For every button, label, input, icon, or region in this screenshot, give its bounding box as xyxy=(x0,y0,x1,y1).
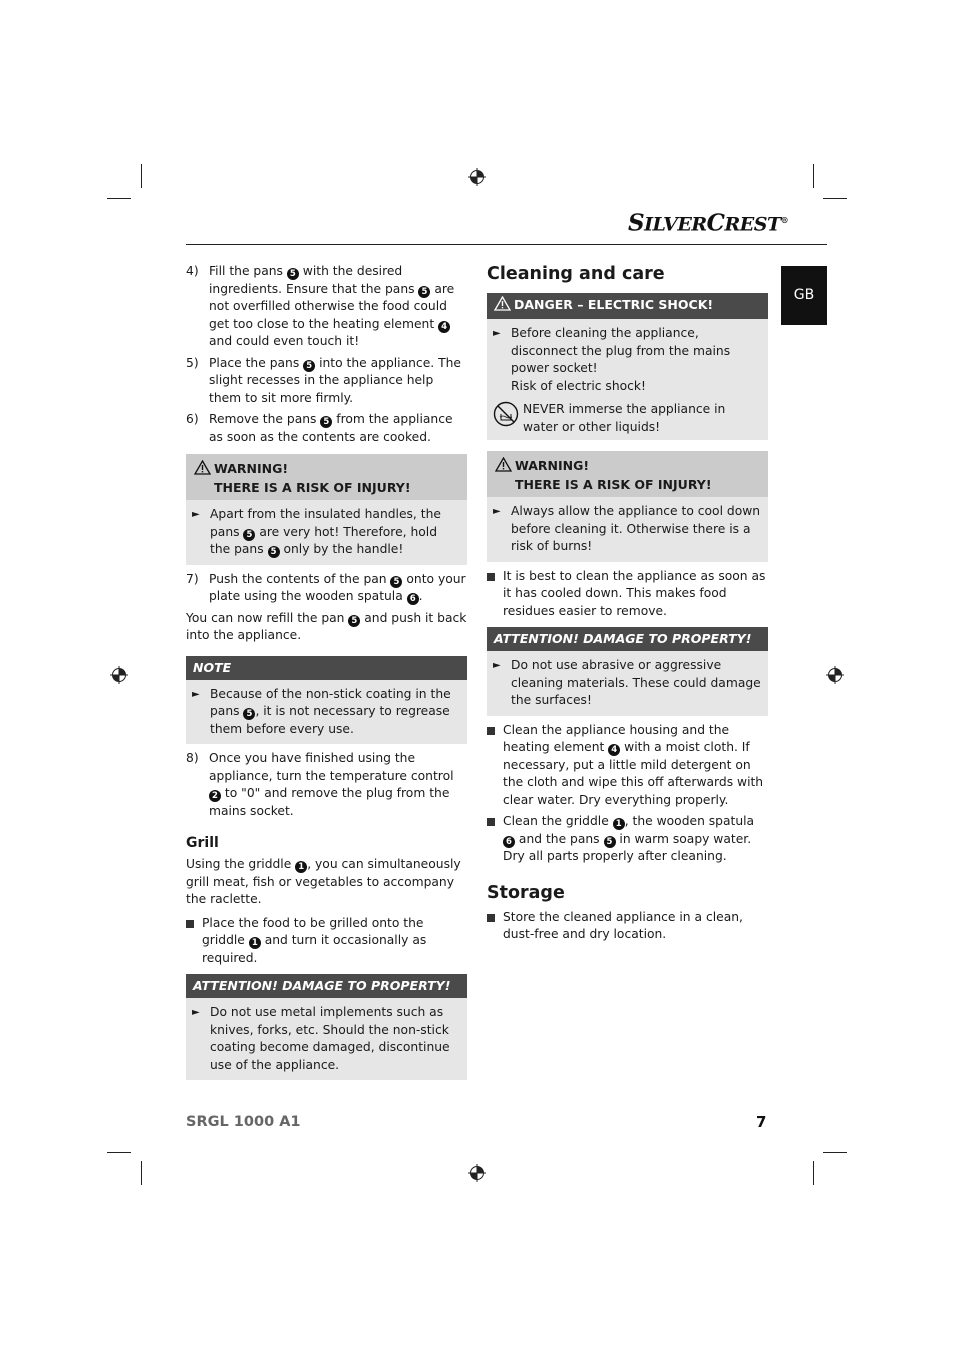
storage-heading: Storage xyxy=(487,882,565,903)
bullet-square-icon xyxy=(487,722,503,810)
warning-triangle-icon xyxy=(494,296,514,316)
arrow-icon: ► xyxy=(192,1007,200,1018)
attention-box: ATTENTION! DAMAGE TO PROPERTY! ► Do not use abrasive or aggressive cleaning materials. These could damage the surfaces! xyxy=(487,627,768,716)
registration-mark-icon xyxy=(468,168,486,186)
crop-mark xyxy=(813,164,814,188)
part-number-icon: 5 xyxy=(418,286,430,298)
part-number-icon: 5 xyxy=(287,268,299,280)
crop-mark xyxy=(107,198,131,199)
part-number-icon: 5 xyxy=(268,546,280,558)
griddle-bullet: Clean the griddle 1 , the wooden spatula 6 and the pans 5 in warm soapy water. Dry all parts properly after cleaning. xyxy=(487,813,768,866)
grill-bullet: Place the food to be grilled onto the griddle 1 and turn it occasionally as required. xyxy=(186,915,467,968)
step-5: 5) Place the pans 5 into the appliance. The slight recesses in the appliance help them to sit more firmly. xyxy=(186,355,461,405)
model-number: SRGL 1000 A1 xyxy=(186,1114,301,1130)
part-number-icon: 5 xyxy=(243,529,255,541)
note-box: NOTE ► Because of the non-stick coating in the pans 5 , it is not necessary to regrease them before every use. xyxy=(186,656,467,745)
crop-mark xyxy=(107,1152,131,1153)
crop-mark xyxy=(141,164,142,188)
arrow-icon: ► xyxy=(192,688,200,700)
page-number: 7 xyxy=(756,1113,767,1131)
arrow-icon: ► xyxy=(493,328,501,339)
part-number-icon: 5 xyxy=(348,615,360,627)
brand-logo: SILVERCREST® xyxy=(628,209,789,237)
crop-mark xyxy=(823,198,847,199)
part-number-icon: 5 xyxy=(303,360,315,372)
refill-paragraph: You can now refill the pan 5 and push it back into the appliance. xyxy=(186,610,467,642)
grill-intro: Using the griddle 1 , you can simultaneously grill meat, fish or vegetables to accompany the raclette. xyxy=(186,857,461,906)
bullet-square-icon xyxy=(186,915,202,968)
bullet-square-icon xyxy=(487,909,503,944)
registration-mark-icon xyxy=(468,1164,486,1182)
part-number-icon: 5 xyxy=(243,708,255,720)
part-number-icon: 4 xyxy=(438,321,450,333)
step-7: 7) Push the contents of the pan 5 onto your plate using the wooden spatula 6 . xyxy=(186,571,466,604)
step-6: 6) Remove the pans 5 from the appliance as soon as the contents are cooked. xyxy=(186,412,453,444)
part-number-icon: 5 xyxy=(604,836,616,848)
part-number-icon: 1 xyxy=(613,818,625,830)
arrow-icon: ► xyxy=(192,509,200,520)
part-number-icon: 6 xyxy=(407,593,419,605)
language-tab: GB xyxy=(781,266,827,325)
attention-box: ATTENTION! DAMAGE TO PROPERTY! ► Do not use metal implements such as knives, forks, etc. Should the non-stick coating become damaged, discontinue use of the appliance. xyxy=(186,974,467,1080)
bullet-square-icon xyxy=(487,813,503,866)
housing-bullet: Clean the appliance housing and the heating element 4 with a moist cloth. If necessary, put a little mild detergent on the cloth and wipe this off afterwards with clear water. Dry everything properly. xyxy=(487,722,768,810)
clean-soon-bullet: It is best to clean the appliance as soon as it has cooled down. This makes food residues easier to remove. xyxy=(487,568,768,621)
part-number-icon: 2 xyxy=(209,790,221,802)
danger-box: DANGER – ELECTRIC SHOCK! ► Before cleaning the appliance, disconnect the plug from the mains power socket! Risk of electric shock! NEVER immerse the appliance in water or other liquids! xyxy=(487,293,768,440)
bullet-square-icon xyxy=(487,568,503,621)
crop-mark xyxy=(141,1161,142,1185)
cleaning-heading: Cleaning and care xyxy=(487,264,665,284)
grill-heading: Grill xyxy=(186,835,219,851)
arrow-icon: ► xyxy=(493,506,501,517)
left-column xyxy=(186,263,467,1086)
warning-triangle-icon xyxy=(495,457,515,476)
warning-box: WARNING! THERE IS A RISK OF INJURY! ► Apart from the insulated handles, the pans 5 are very hot! Therefore, hold the pans 5 only by the handle! xyxy=(186,454,467,565)
part-number-icon: 1 xyxy=(295,861,307,873)
crop-mark xyxy=(823,1152,847,1153)
do-not-immerse-icon xyxy=(493,401,523,433)
part-number-icon: 6 xyxy=(503,836,515,848)
header-rule xyxy=(186,244,827,245)
part-number-icon: 5 xyxy=(320,416,332,428)
storage-bullet: Store the cleaned appliance in a clean, dust-free and dry location. xyxy=(487,909,768,944)
registration-mark-icon xyxy=(826,666,844,684)
step-4: 4) Fill the pans 5 with the desired ingredients. Ensure that the pans 5 are not overfilled otherwise the food could get too close to the heating element 4 and could even touch it! xyxy=(186,264,455,348)
part-number-icon: 4 xyxy=(608,744,620,756)
part-number-icon: 5 xyxy=(390,576,402,588)
right-column xyxy=(487,263,768,948)
warning-box: WARNING! THERE IS A RISK OF INJURY! ► Always allow the appliance to cool down before cleaning it. Otherwise there is a risk of burns! xyxy=(487,451,768,562)
step-8: 8) Once you have finished using the appliance, turn the temperature control 2 to "0" and remove the plug from the mains socket. xyxy=(186,751,454,818)
warning-triangle-icon xyxy=(194,460,214,479)
registration-mark-icon xyxy=(110,666,128,684)
crop-mark xyxy=(813,1161,814,1185)
arrow-icon: ► xyxy=(493,660,501,671)
part-number-icon: 1 xyxy=(249,937,261,949)
